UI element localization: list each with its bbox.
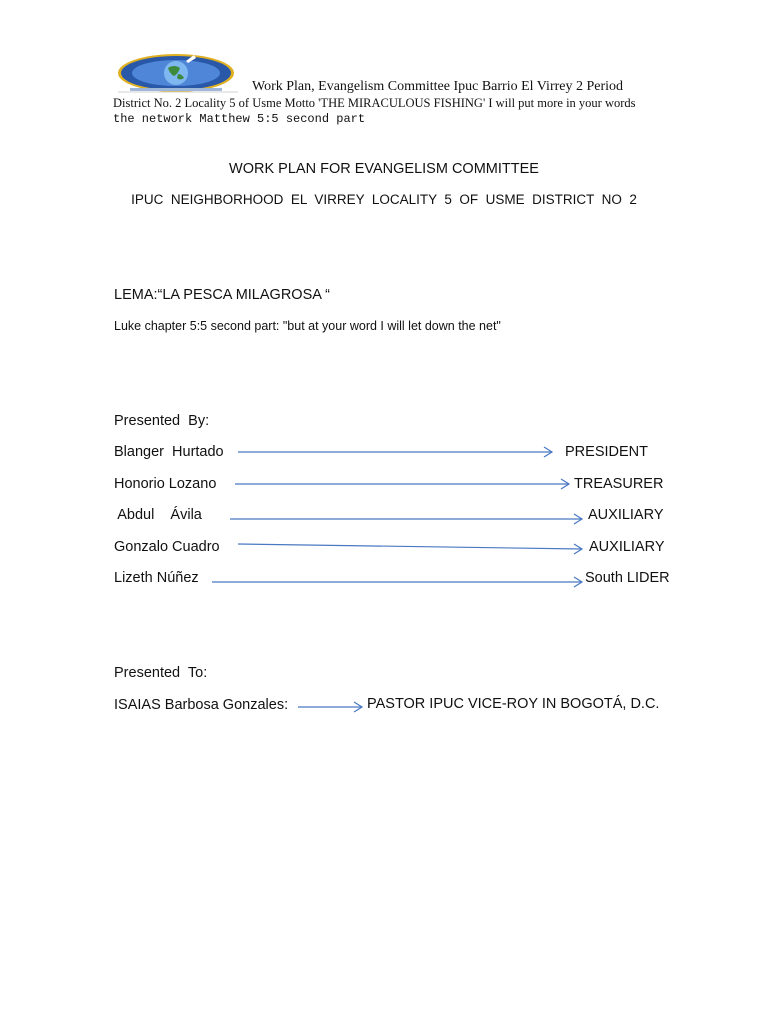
member-name: Honorio Lozano [114,476,217,492]
member-role: South LIDER [585,570,670,586]
arrow [235,479,569,489]
member-name: Lizeth Núñez [114,570,199,586]
arrow [238,447,552,457]
member-role: AUXILIARY [589,539,665,555]
arrow [298,702,362,712]
pastor-name: ISAIAS Barbosa Gonzales: [114,697,289,713]
lema-label: LEMA:“LA PESCA MILAGROSA “ [114,287,330,303]
header-line-3: the network Matthew 5:5 second part [113,112,366,126]
member-role: PRESIDENT [565,444,648,460]
ipuc-logo [110,50,246,96]
member-role: AUXILIARY [588,507,664,523]
document-subtitle: IPUC NEIGHBORHOOD EL VIRREY LOCALITY 5 OF USME DISTRICT NO 2 [131,192,637,207]
presented-by-heading: Presented By: [114,413,210,429]
lema-verse: Luke chapter 5:5 second part: "but at your word I will let down the net" [114,319,501,333]
header-line-2: District No. 2 Locality 5 of Usme Motto 'THE MIRACULOUS FISHING' I will put more in your words [113,96,636,110]
member-name: Gonzalo Cuadro [114,539,220,555]
arrow [238,544,582,554]
member-name: Abdul Ávila [114,507,202,523]
member-role: TREASURER [574,476,664,492]
header-line-1: Work Plan, Evangelism Committee Ipuc Barrio El Virrey 2 Period [252,79,624,94]
document-title: WORK PLAN FOR EVANGELISM COMMITTEE [229,161,539,177]
member-name: Blanger Hurtado [114,444,224,460]
arrow [212,577,582,587]
pastor-role: PASTOR IPUC VICE-ROY IN BOGOTÁ, D.C. [367,696,660,712]
presented-to-heading: Presented To: [114,665,208,681]
arrow [230,514,582,524]
